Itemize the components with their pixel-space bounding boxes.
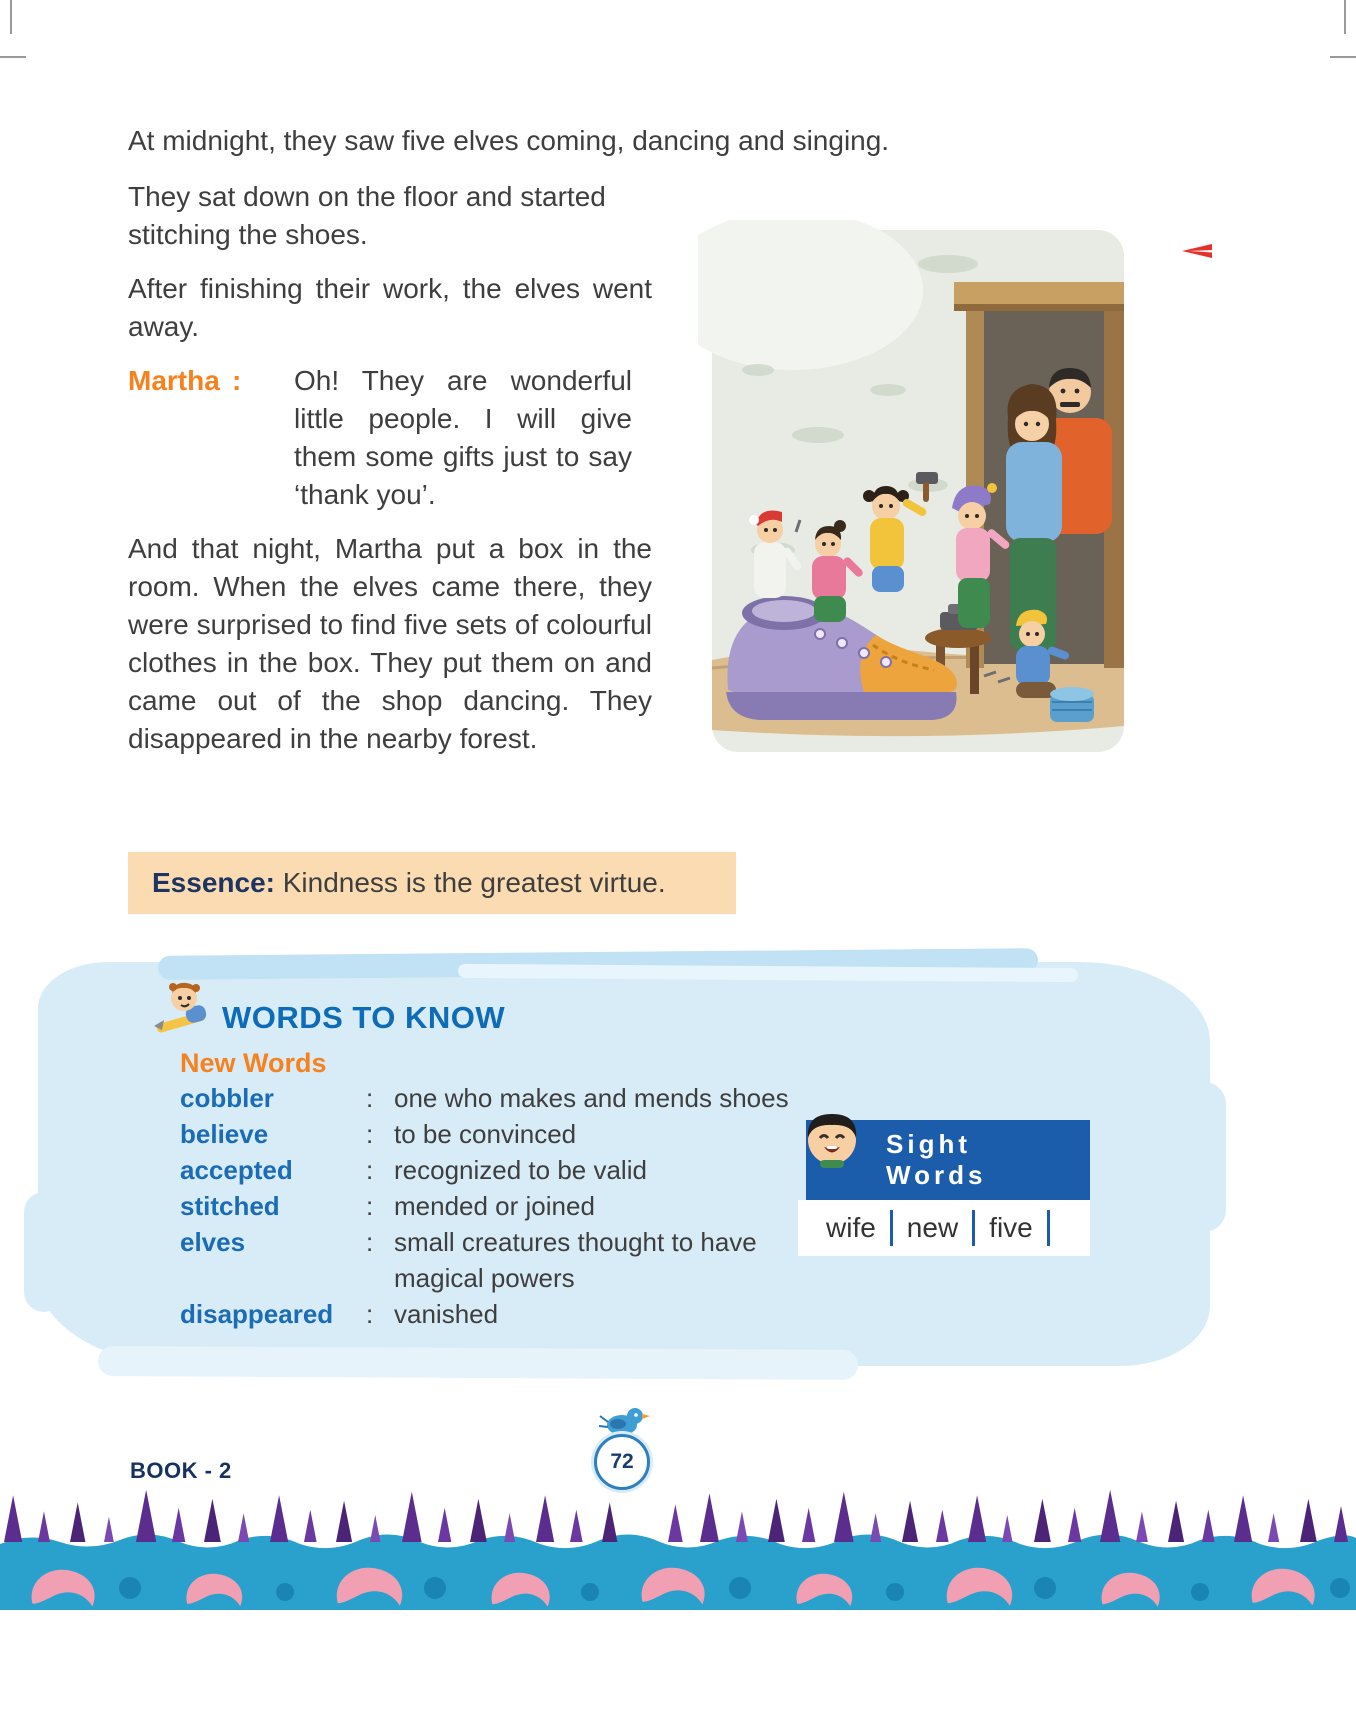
story-paragraph: And that night, Martha put a box in the room. When the elves came there, they were surprised to find five sets of colourful clothes in the box. They put them on and came out of the shop dancing. They disappeared in the nearby forest. — [128, 533, 652, 754]
word-entry — [180, 1188, 828, 1224]
laughing-boy-icon — [800, 1104, 864, 1168]
sight-words-row — [798, 1200, 1090, 1256]
word-term: cobbler — [180, 1083, 274, 1113]
new-words-subtitle: New Words — [180, 1048, 327, 1078]
brush-streak — [458, 964, 1078, 982]
words-to-know-title: WORDS TO KNOW — [222, 1000, 506, 1035]
word-entry — [180, 1080, 828, 1116]
thread-spool — [1050, 687, 1094, 722]
word-term: stitched — [180, 1191, 280, 1221]
word-definition: small creatures thought to have magical powers — [394, 1227, 757, 1293]
page-number: 72 — [610, 1450, 634, 1473]
word-term: accepted — [180, 1155, 293, 1185]
word-term: believe — [180, 1119, 269, 1149]
word-definition: vanished — [394, 1299, 499, 1329]
sight-word: new — [906, 1212, 959, 1243]
sight-word: wife — [826, 1212, 876, 1243]
crop-mark-top-right-h — [1330, 56, 1356, 58]
essence-text: Kindness is the greatest virtue. — [282, 867, 666, 898]
word-colon: : — [366, 1083, 374, 1113]
word-list — [180, 1080, 828, 1332]
margin-flag-icon — [1180, 242, 1212, 260]
story-lead-line: At midnight, they saw five elves coming, dancing and singing. — [128, 125, 890, 156]
word-colon: : — [366, 1227, 374, 1257]
brush-streak — [98, 1346, 858, 1380]
brush-streak — [1182, 1082, 1226, 1232]
flying-kid-pencil-icon — [152, 978, 218, 1040]
bird-icon — [598, 1402, 650, 1438]
story-illustration — [698, 220, 1138, 765]
dialogue-line — [128, 362, 652, 514]
word-definition: mended or joined — [394, 1191, 595, 1221]
word-colon: : — [366, 1119, 374, 1149]
story-paragraph: After finishing their work, the elves went away. — [128, 273, 652, 342]
word-entry — [180, 1116, 828, 1152]
word-term: elves — [180, 1227, 246, 1257]
book-label: BOOK - 2 — [130, 1458, 232, 1483]
essence-label: Essence: — [152, 867, 275, 898]
sight-words-title: Sight Words — [806, 1120, 1090, 1200]
word-colon: : — [366, 1191, 374, 1221]
story-paragraph: They sat down on the floor and started stitching the shoes. — [128, 181, 606, 250]
word-definition: to be convinced — [394, 1119, 577, 1149]
word-term: disappeared — [180, 1299, 334, 1329]
page-number-badge — [594, 1434, 650, 1490]
word-colon: : — [366, 1299, 374, 1329]
word-entry — [180, 1152, 828, 1188]
brush-streak — [24, 1192, 64, 1312]
footer-decoration — [0, 1478, 1356, 1610]
dialogue-speaker: Martha — [128, 365, 220, 396]
word-colon: : — [366, 1155, 374, 1185]
dialogue-colon: : — [232, 365, 242, 396]
word-definition: recognized to be valid — [394, 1155, 647, 1185]
divider — [1047, 1210, 1050, 1246]
sight-word: five — [989, 1212, 1033, 1243]
word-definition: one who makes and mends shoes — [394, 1083, 789, 1113]
word-entry — [180, 1224, 828, 1296]
crop-mark-top-left-h — [0, 56, 26, 58]
word-entry — [180, 1296, 828, 1332]
sight-words-box — [798, 1120, 1090, 1256]
dialogue-text: Oh! They are wonderful little people. I will give them some gifts just to say ‘thank you’. — [294, 365, 632, 510]
crop-mark-top-left-v — [10, 0, 12, 34]
crop-mark-top-right-v — [1344, 0, 1346, 34]
essence-box — [128, 852, 736, 914]
